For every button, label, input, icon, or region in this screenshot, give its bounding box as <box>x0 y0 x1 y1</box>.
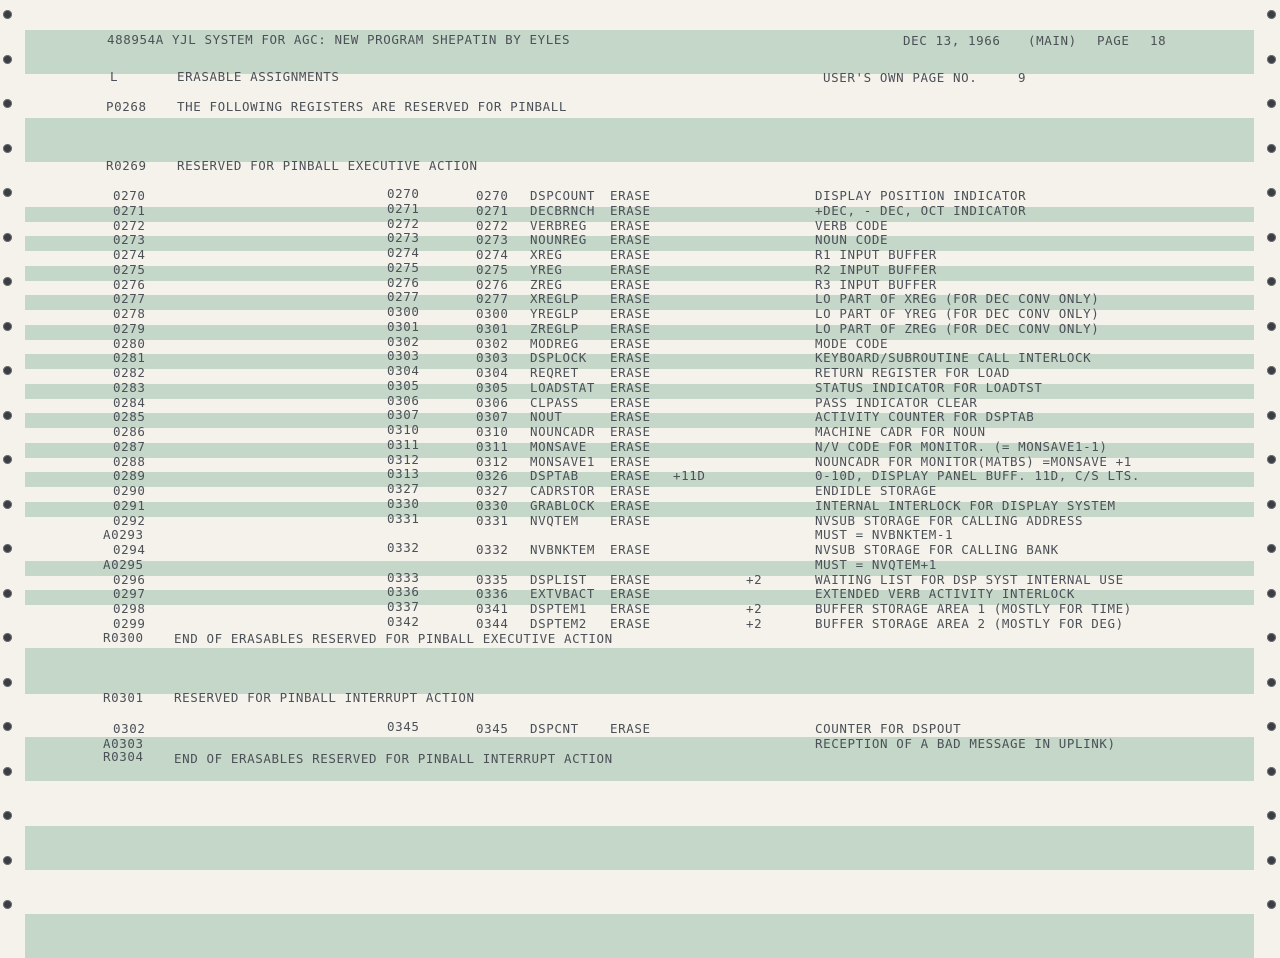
opcode: ERASE <box>610 438 651 454</box>
line-number: 0280 <box>113 335 146 351</box>
feed-hole <box>1267 767 1276 776</box>
feed-hole <box>3 500 12 509</box>
end-address: 0276 <box>476 276 509 292</box>
symbol-name: REQRET <box>530 365 579 380</box>
feed-hole <box>3 277 12 286</box>
feed-hole <box>1267 633 1276 642</box>
line-number: 0297 <box>113 586 146 602</box>
symbol-name: DSPCNT <box>530 721 579 736</box>
symbol-name: DSPTAB <box>530 468 579 484</box>
end-address: 0301 <box>476 320 509 336</box>
comment: MACHINE CADR FOR NOUN <box>815 424 986 439</box>
symbol-name: YREGLP <box>530 306 579 321</box>
line-number: 0281 <box>113 350 146 366</box>
end-address: 0311 <box>476 438 509 454</box>
feed-hole <box>1267 233 1276 242</box>
comment: +DEC, - DEC, OCT INDICATOR <box>815 202 1027 218</box>
feed-hole <box>1267 188 1276 197</box>
symbol-name: XREGLP <box>530 291 579 307</box>
line-number: 0292 <box>113 512 146 528</box>
comment: NOUN CODE <box>815 232 889 248</box>
end-text: END OF ERASABLES RESERVED FOR PINBALL INTERRUPT ACTION <box>174 751 613 766</box>
comment: KEYBOARD/SUBROUTINE CALL INTERLOCK <box>815 350 1092 366</box>
opcode: ERASE <box>610 497 651 513</box>
feed-hole <box>3 99 12 108</box>
users-page-label: USER'S OWN PAGE NO. <box>823 70 978 85</box>
section-title: RESERVED FOR PINBALL INTERRUPT ACTION <box>174 690 475 705</box>
opcode: ERASE <box>610 365 651 380</box>
line-number: 0290 <box>113 483 146 498</box>
comment: DISPLAY POSITION INDICATOR <box>815 188 1027 203</box>
comment: R2 INPUT BUFFER <box>815 261 937 277</box>
comment: NOUNCADR FOR MONITOR(MATBS) =MONSAVE +1 <box>815 453 1132 469</box>
feed-hole <box>1267 589 1276 598</box>
paper-band <box>25 914 1254 958</box>
section-title: RESERVED FOR PINBALL EXECUTIVE ACTION <box>177 158 478 173</box>
comment: NVSUB STORAGE FOR CALLING ADDRESS <box>815 512 1084 528</box>
comment: BUFFER STORAGE AREA 1 (MOSTLY FOR TIME) <box>815 601 1132 616</box>
end-address: 0344 <box>476 615 509 631</box>
line-number: A0293 <box>103 527 144 543</box>
end-address: 0300 <box>476 306 509 321</box>
opcode: ERASE <box>610 586 651 602</box>
end-address: 0310 <box>476 424 509 439</box>
feed-hole <box>1267 411 1276 420</box>
feed-hole <box>1267 144 1276 153</box>
comment: RECEPTION OF A BAD MESSAGE IN UPLINK) <box>815 735 1116 751</box>
octal-address: 0306 <box>387 392 420 408</box>
octal-address: 0333 <box>387 569 420 585</box>
opcode: ERASE <box>610 350 651 366</box>
feed-hole <box>1267 856 1276 865</box>
end-address: 0304 <box>476 365 509 380</box>
comment: 0-10D, DISPLAY PANEL BUFF. 11D, C/S LTS. <box>815 468 1141 484</box>
symbol-name: NOUNREG <box>530 232 587 248</box>
octal-address: 0310 <box>387 422 420 437</box>
size-increment: +2 <box>746 601 763 616</box>
line-number: 0284 <box>113 394 146 410</box>
octal-address: 0327 <box>387 481 420 496</box>
end-label: R0300 <box>103 630 144 645</box>
opcode: ERASE <box>610 320 651 336</box>
feed-hole <box>1267 678 1276 687</box>
symbol-name: DSPLOCK <box>530 350 587 366</box>
line-number: 0296 <box>113 571 146 587</box>
end-address: 0271 <box>476 202 509 218</box>
symbol-name: NOUT <box>530 409 563 425</box>
line-number: 0275 <box>113 261 146 277</box>
end-address: 0330 <box>476 497 509 513</box>
end-address: 0327 <box>476 483 509 498</box>
line-number: 0289 <box>113 468 146 484</box>
line-number: 0272 <box>113 217 146 233</box>
symbol-name: XREG <box>530 247 563 262</box>
octal-address: 0300 <box>387 304 420 319</box>
octal-address: 0273 <box>387 230 420 246</box>
line-number: 0271 <box>113 202 146 218</box>
comment: WAITING LIST FOR DSP SYST INTERNAL USE <box>815 571 1124 587</box>
line-number: 0299 <box>113 615 146 631</box>
comment: LO PART OF XREG (FOR DEC CONV ONLY) <box>815 291 1100 307</box>
line-number: 0270 <box>113 188 146 203</box>
feed-hole <box>3 188 12 197</box>
line-number: 0287 <box>113 438 146 454</box>
line-number: 0276 <box>113 276 146 292</box>
comment: MUST = NVBNKTEM-1 <box>815 527 954 543</box>
opcode: ERASE <box>610 379 651 395</box>
opcode: ERASE <box>610 247 651 262</box>
size-increment: +2 <box>746 571 763 587</box>
end-address: 0305 <box>476 379 509 395</box>
line-number: 0282 <box>113 365 146 380</box>
octal-address: 0277 <box>387 289 420 305</box>
size-extra: +11D <box>673 468 706 484</box>
end-address: 0335 <box>476 571 509 587</box>
comment: R3 INPUT BUFFER <box>815 276 937 292</box>
line-number: 0283 <box>113 379 146 395</box>
end-address: 0274 <box>476 247 509 262</box>
end-address: 0272 <box>476 217 509 233</box>
octal-address: 0336 <box>387 584 420 600</box>
octal-address: 0342 <box>387 613 420 629</box>
opcode: ERASE <box>610 217 651 233</box>
octal-address: 0275 <box>387 259 420 275</box>
line-number: 0286 <box>113 424 146 439</box>
symbol-name: EXTVBACT <box>530 586 596 602</box>
octal-address: 0271 <box>387 200 420 216</box>
octal-address: 0274 <box>387 245 420 260</box>
end-text: END OF ERASABLES RESERVED FOR PINBALL EXECUTIVE ACTION <box>174 631 613 646</box>
feed-hole <box>3 10 12 19</box>
feed-hole <box>3 722 12 731</box>
feed-hole <box>3 544 12 553</box>
end-address: 0345 <box>476 721 509 736</box>
feed-hole <box>1267 277 1276 286</box>
symbol-name: MONSAVE1 <box>530 453 596 469</box>
end-address: 0275 <box>476 261 509 277</box>
section-label: R0269 <box>106 158 147 173</box>
feed-hole <box>3 678 12 687</box>
feed-hole <box>3 900 12 909</box>
feed-hole <box>1267 99 1276 108</box>
line-number: 0278 <box>113 306 146 321</box>
symbol-name: ZREG <box>530 276 563 292</box>
symbol-name: GRABLOCK <box>530 497 596 513</box>
end-address: 0306 <box>476 394 509 410</box>
paper-band <box>25 648 1254 694</box>
symbol-name: MONSAVE <box>530 438 587 454</box>
comment: BUFFER STORAGE AREA 2 (MOSTLY FOR DEG) <box>815 615 1124 631</box>
symbol-name: MODREG <box>530 335 579 351</box>
octal-address: 0301 <box>387 318 420 334</box>
feed-hole <box>3 856 12 865</box>
feed-hole <box>1267 55 1276 64</box>
symbol-name: VERBREG <box>530 217 587 233</box>
page-number: 18 <box>1150 33 1167 48</box>
feed-hole <box>1267 366 1276 375</box>
feed-hole <box>1267 322 1276 331</box>
symbol-name: DSPTEM1 <box>530 601 587 616</box>
feed-hole <box>3 767 12 776</box>
comment: ENDIDLE STORAGE <box>815 483 937 498</box>
end-address: 0312 <box>476 453 509 469</box>
feed-hole <box>3 589 12 598</box>
end-address: 0302 <box>476 335 509 351</box>
octal-address: 0311 <box>387 436 420 452</box>
opcode: ERASE <box>610 512 651 528</box>
paper-band <box>25 826 1254 870</box>
feed-hole <box>3 455 12 464</box>
line-number: 0274 <box>113 247 146 262</box>
octal-address: 0313 <box>387 466 420 482</box>
opcode: ERASE <box>610 483 651 498</box>
feed-hole <box>1267 722 1276 731</box>
symbol-name: CLPASS <box>530 394 579 410</box>
symbol-name: NVBNKTEM <box>530 542 596 557</box>
octal-address: 0312 <box>387 451 420 467</box>
job-title: 488954A YJL SYSTEM FOR AGC: NEW PROGRAM SHEPATIN BY EYLES <box>107 32 571 47</box>
listing-marker: L <box>110 69 119 84</box>
comment: STATUS INDICATOR FOR LOADTST <box>815 379 1043 395</box>
line-number: 0285 <box>113 409 146 425</box>
comment: RETURN REGISTER FOR LOAD <box>815 365 1011 380</box>
comment: MODE CODE <box>815 335 889 351</box>
feed-hole <box>3 55 12 64</box>
symbol-name: ZREGLP <box>530 320 579 336</box>
end-address: 0332 <box>476 542 509 557</box>
end-address: 0336 <box>476 586 509 602</box>
feed-hole <box>3 411 12 420</box>
opcode: ERASE <box>610 188 651 203</box>
opcode: ERASE <box>610 615 651 631</box>
opcode: ERASE <box>610 601 651 616</box>
symbol-name: NOUNCADR <box>530 424 596 439</box>
comment: LO PART OF YREG (FOR DEC CONV ONLY) <box>815 306 1100 321</box>
opcode: ERASE <box>610 291 651 307</box>
symbol-name: DSPCOUNT <box>530 188 596 203</box>
octal-address: 0337 <box>387 599 420 614</box>
intro-text: THE FOLLOWING REGISTERS ARE RESERVED FOR PINBALL <box>177 99 568 114</box>
comment: N/V CODE FOR MONITOR. (= MONSAVE1-1) <box>815 438 1108 454</box>
listing-title: ERASABLE ASSIGNMENTS <box>177 69 340 84</box>
opcode: ERASE <box>610 261 651 277</box>
comment: VERB CODE <box>815 217 889 233</box>
feed-hole <box>3 366 12 375</box>
page-label: PAGE <box>1097 33 1130 48</box>
symbol-name: NVQTEM <box>530 512 579 528</box>
feed-hole <box>3 233 12 242</box>
symbol-name: DECBRNCH <box>530 202 596 218</box>
comment: R1 INPUT BUFFER <box>815 247 937 262</box>
paper-band <box>25 118 1254 162</box>
line-number: 0291 <box>113 497 146 513</box>
octal-address: 0305 <box>387 377 420 393</box>
comment: MUST = NVQTEM+1 <box>815 556 937 572</box>
line-number: 0279 <box>113 320 146 336</box>
symbol-name: LOADSTAT <box>530 379 596 395</box>
feed-hole <box>3 811 12 820</box>
octal-address: 0332 <box>387 540 420 555</box>
line-number: 0277 <box>113 291 146 307</box>
feed-hole <box>3 144 12 153</box>
symbol-name: YREG <box>530 261 563 277</box>
line-number: 0294 <box>113 542 146 557</box>
opcode: ERASE <box>610 468 651 484</box>
octal-address: 0303 <box>387 348 420 364</box>
opcode: ERASE <box>610 409 651 425</box>
line-number: 0302 <box>113 721 146 736</box>
octal-address: 0307 <box>387 407 420 423</box>
feed-hole <box>1267 455 1276 464</box>
comment: INTERNAL INTERLOCK FOR DISPLAY SYSTEM <box>815 497 1116 513</box>
feed-hole <box>3 322 12 331</box>
feed-hole <box>1267 544 1276 553</box>
feed-hole <box>1267 10 1276 19</box>
symbol-name: DSPLIST <box>530 571 587 587</box>
line-number: A0303 <box>103 735 144 751</box>
comment: NVSUB STORAGE FOR CALLING BANK <box>815 542 1059 557</box>
octal-address: 0276 <box>387 274 420 290</box>
feed-hole <box>1267 500 1276 509</box>
opcode: ERASE <box>610 542 651 557</box>
symbol-name: DSPTEM2 <box>530 615 587 631</box>
opcode: ERASE <box>610 276 651 292</box>
section-label: R0301 <box>103 690 144 705</box>
end-address: 0303 <box>476 350 509 366</box>
opcode: ERASE <box>610 721 651 736</box>
intro-label: P0268 <box>106 99 147 114</box>
users-page-number: 9 <box>1018 70 1027 85</box>
feed-hole <box>3 633 12 642</box>
feed-hole <box>1267 900 1276 909</box>
section-tag: (MAIN) <box>1028 33 1077 48</box>
comment: EXTENDED VERB ACTIVITY INTERLOCK <box>815 586 1076 602</box>
end-address: 0270 <box>476 188 509 203</box>
line-number: 0298 <box>113 601 146 616</box>
end-address: 0341 <box>476 601 509 616</box>
size-increment: +2 <box>746 615 763 631</box>
end-address: 0273 <box>476 232 509 248</box>
end-address: 0277 <box>476 291 509 307</box>
end-address: 0326 <box>476 468 509 484</box>
line-number: 0273 <box>113 232 146 248</box>
opcode: ERASE <box>610 424 651 439</box>
line-number: A0295 <box>103 556 144 572</box>
opcode: ERASE <box>610 571 651 587</box>
opcode: ERASE <box>610 453 651 469</box>
octal-address: 0331 <box>387 510 420 526</box>
octal-address: 0304 <box>387 363 420 378</box>
comment: ACTIVITY COUNTER FOR DSPTAB <box>815 409 1035 425</box>
octal-address: 0270 <box>387 186 420 201</box>
print-date: DEC 13, 1966 <box>903 33 1001 48</box>
octal-address: 0302 <box>387 333 420 349</box>
opcode: ERASE <box>610 232 651 248</box>
symbol-name: CADRSTOR <box>530 483 596 498</box>
opcode: ERASE <box>610 394 651 410</box>
end-address: 0307 <box>476 409 509 425</box>
octal-address: 0330 <box>387 495 420 511</box>
octal-address: 0345 <box>387 719 420 734</box>
octal-address: 0272 <box>387 215 420 231</box>
end-label: R0304 <box>103 749 144 764</box>
comment: PASS INDICATOR CLEAR <box>815 394 978 410</box>
opcode: ERASE <box>610 335 651 351</box>
end-address: 0331 <box>476 512 509 528</box>
comment: LO PART OF ZREG (FOR DEC CONV ONLY) <box>815 320 1100 336</box>
feed-hole <box>1267 811 1276 820</box>
comment: COUNTER FOR DSPOUT <box>815 721 962 736</box>
opcode: ERASE <box>610 306 651 321</box>
line-number: 0288 <box>113 453 146 469</box>
opcode: ERASE <box>610 202 651 218</box>
